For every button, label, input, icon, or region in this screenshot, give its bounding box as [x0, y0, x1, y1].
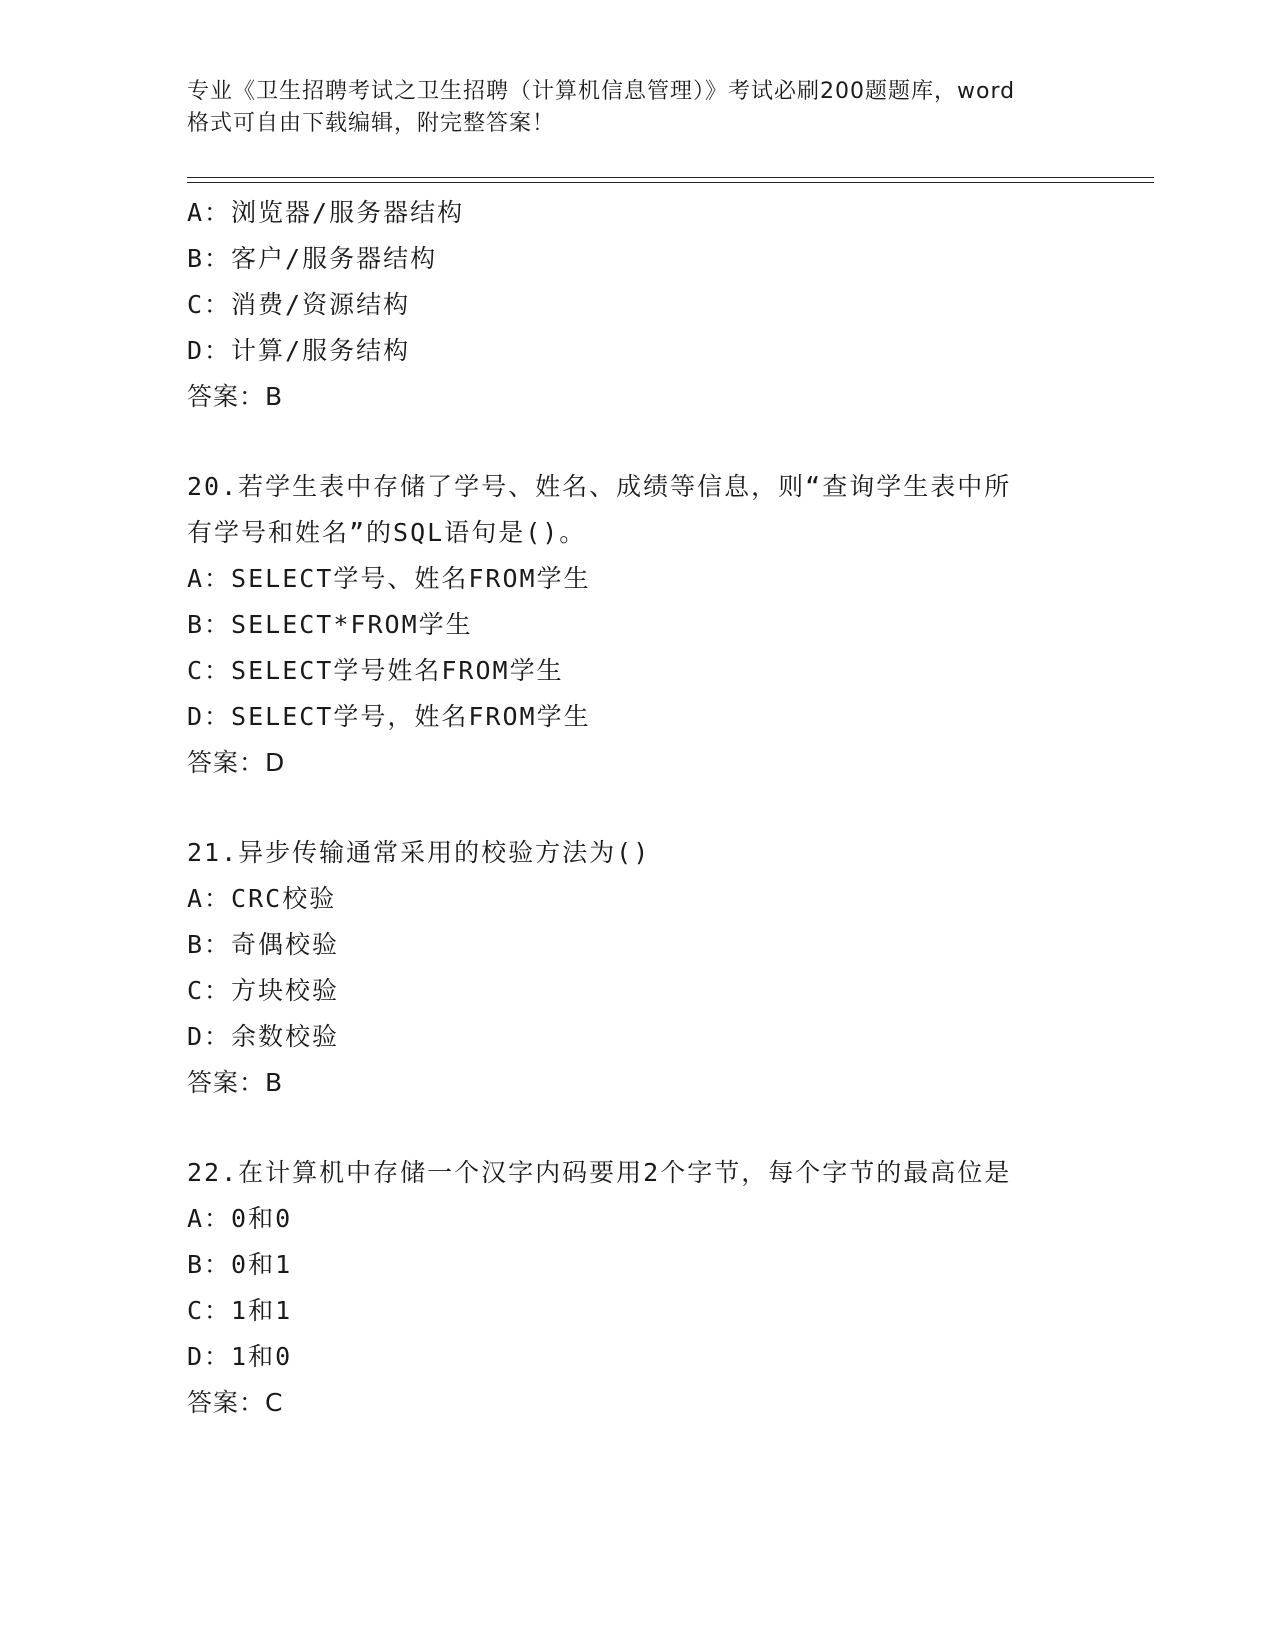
option-b: B：0和1	[187, 1250, 293, 1279]
spacer	[187, 420, 1147, 464]
option-b: B：SELECT*FROM学生	[187, 610, 473, 639]
option-c: C：SELECT学号姓名FROM学生	[187, 656, 564, 685]
question-text: 22.在计算机中存储一个汉字内码要用2个字节，每个字节的最高位是	[187, 1158, 1012, 1187]
answer: 答案：B	[187, 382, 284, 411]
answer: 答案：C	[187, 1388, 284, 1417]
option-d: D：1和0	[187, 1342, 293, 1371]
question-19	[187, 190, 1147, 420]
header-line-1: 专业《卫生招聘考试之卫生招聘（计算机信息管理）》考试必刷200题题库，word	[187, 79, 1016, 104]
option-a: A：0和0	[187, 1204, 293, 1233]
question-text-line-1: 20.若学生表中存储了学号、姓名、成绩等信息，则“查询学生表中所	[187, 472, 1012, 501]
option-d: D：余数校验	[187, 1022, 340, 1051]
option-c: C：1和1	[187, 1296, 293, 1325]
option-b: B：客户/服务器结构	[187, 244, 438, 273]
option-a: A：浏览器/服务器结构	[187, 198, 465, 227]
header-rule-bottom	[187, 182, 1154, 183]
question-21	[187, 830, 1147, 1106]
question-list	[187, 190, 1147, 1426]
option-d: D：SELECT学号，姓名FROM学生	[187, 702, 591, 731]
question-20	[187, 464, 1147, 786]
option-a: A：CRC校验	[187, 884, 337, 913]
option-c: C：方块校验	[187, 976, 340, 1005]
spacer	[187, 1106, 1147, 1150]
option-a: A：SELECT学号、姓名FROM学生	[187, 564, 591, 593]
question-text: 21.异步传输通常采用的校验方法为()	[187, 838, 651, 867]
document-header	[187, 76, 1107, 140]
option-b: B：奇偶校验	[187, 930, 340, 959]
question-22	[187, 1150, 1147, 1426]
answer: 答案：D	[187, 748, 286, 777]
spacer	[187, 786, 1147, 830]
option-c: C：消费/资源结构	[187, 290, 411, 319]
question-text-line-2: 有学号和姓名”的SQL语句是()。	[187, 518, 587, 547]
header-line-2: 格式可自由下载编辑，附完整答案！	[187, 111, 556, 136]
header-rule-top	[187, 177, 1154, 178]
option-d: D：计算/服务结构	[187, 336, 411, 365]
answer: 答案：B	[187, 1068, 284, 1097]
